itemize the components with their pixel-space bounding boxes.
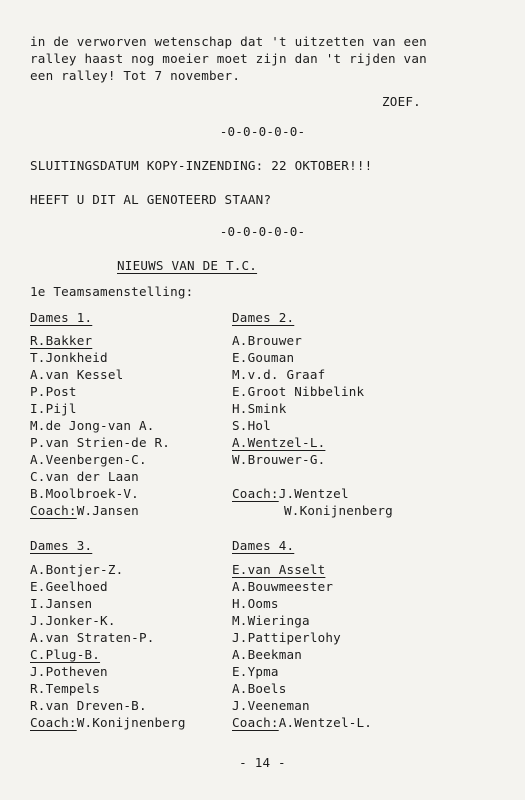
player: M.Wieringa [232,613,310,628]
coach-name: J.Wentzel [278,486,349,501]
player: J.Potheven [30,664,108,679]
player: P.Post [30,384,77,399]
coach-label: Coach: [232,486,279,501]
separator-2: -0-0-0-0-0- [219,224,306,239]
intro-line-3: een ralley! Tot 7 november. [30,68,241,83]
coach-line-dames-2 [232,486,349,502]
coach-label: Coach: [30,715,77,730]
player: C.van der Laan [30,469,139,484]
player: I.Jansen [30,596,93,611]
player: R.Bakker [30,333,93,348]
player: A.Boels [232,681,287,696]
player: A.Brouwer [232,333,303,348]
coach-name: W.Jansen [76,503,139,518]
deadline-line: SLUITINGSDATUM KOPY-INZENDING: 22 OKTOBER!!! [30,158,373,173]
team-title-dames-2: Dames 2. [232,310,295,325]
coach-name-extra: W.Konijnenberg [284,503,393,518]
coach-name: W.Konijnenberg [76,715,186,730]
separator-1: -0-0-0-0-0- [219,124,306,139]
intro-line-1: in de verworven wetenschap dat 't uitzetten van een [30,34,427,49]
player: I.Pijl [30,401,77,416]
player: B.Moolbroek-V. [30,486,139,501]
player: A.Bontjer-Z. [30,562,124,577]
subheading: 1e Teamsamenstelling: [30,284,194,299]
coach-line-dames-1 [30,503,139,519]
player: M.v.d. Graaf [232,367,326,382]
player: W.Brouwer-G. [232,452,326,467]
coach-name: A.Wentzel-L. [278,715,373,730]
player: A.Wentzel-L. [232,435,326,450]
player: E.van Asselt [232,562,326,577]
player: E.Ypma [232,664,279,679]
coach-line-dames-3 [30,715,186,731]
team-title-dames-4: Dames 4. [232,538,295,553]
player: A.Bouwmeester [232,579,334,594]
player: A.van Straten-P. [30,630,155,645]
player: A.Beekman [232,647,303,662]
coach-label: Coach: [232,715,279,730]
player: A.van Kessel [30,367,124,382]
player: E.Geelhoed [30,579,108,594]
player: J.Jonker-K. [30,613,116,628]
player: J.Pattiperlohy [232,630,341,645]
player: P.van Strien-de R. [30,435,171,450]
player: E.Gouman [232,350,295,365]
intro-line-2: ralley haast nog moeier moet zijn dan 't rijden van [30,51,427,66]
player: R.van Dreven-B. [30,698,147,713]
player: A.Veenbergen-C. [30,452,147,467]
player: E.Groot Nibbelink [232,384,365,399]
page-number: - 14 - [239,755,286,770]
signature: ZOEF. [382,94,421,109]
player: S.Hol [232,418,271,433]
player: H.Ooms [232,596,279,611]
team-title-dames-1: Dames 1. [30,310,93,325]
player: J.Veeneman [232,698,310,713]
player: R.Tempels [30,681,101,696]
team-title-dames-3: Dames 3. [30,538,93,553]
player: C.Plug-B. [30,647,101,662]
player: M.de Jong-van A. [30,418,155,433]
question-line: HEEFT U DIT AL GENOTEERD STAAN? [30,192,272,207]
coach-label: Coach: [30,503,77,518]
player: T.Jonkheid [30,350,108,365]
news-title: NIEUWS VAN DE T.C. [117,258,258,273]
coach-line-dames-4 [232,715,372,731]
player: H.Smink [232,401,287,416]
